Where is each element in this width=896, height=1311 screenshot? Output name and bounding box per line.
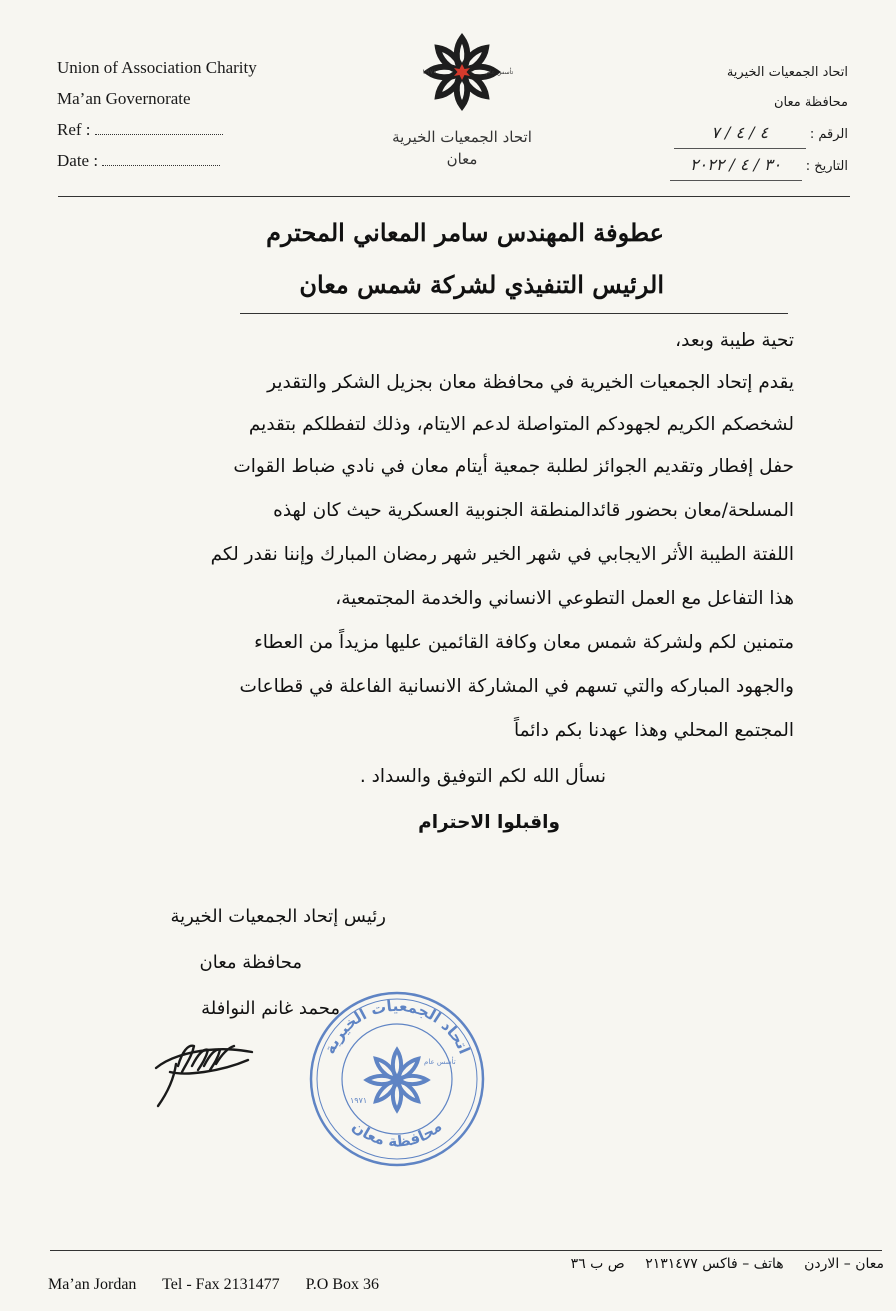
footer-english (48, 1276, 401, 1294)
ref-field (57, 114, 257, 145)
closing-phrase: واقبلوا الاحترام (418, 812, 560, 833)
stamp-ring-text: اتحاد الجمعيات الخيرية (320, 996, 474, 1057)
number-value: ٤ / ٤ / ٧ (674, 118, 806, 149)
body-line: متمنين لكم ولشركة شمس معان وكافة القائمين عليها مزيداً من العطاء (254, 632, 794, 653)
footer-divider (50, 1250, 882, 1251)
signatory-title: رئيس إتحاد الجمعيات الخيرية (170, 906, 386, 927)
body-line: هذا التفاعل مع العمل التطوعي الانساني والخدمة المجتمعية، (335, 588, 794, 609)
ref-dotted-line (95, 122, 223, 135)
logo-city: معان (446, 150, 478, 168)
number-label: الرقم : (809, 127, 848, 142)
stamp-year: ١٩٧١ (350, 1096, 368, 1105)
prayer-line: نسأل الله لكم التوفيق والسداد . (359, 766, 606, 787)
recipient-title: الرئيس التنفيذي لشركة شمس معان (299, 270, 664, 299)
footer-po-en: P.O Box 36 (305, 1276, 380, 1293)
footer-place-en: Ma’an Jordan (48, 1276, 137, 1293)
ref-label: Ref : (57, 120, 91, 139)
greeting: تحية طيبة وبعد، (675, 330, 794, 351)
date-field (57, 145, 257, 176)
logo-year: ١٩٧١ (422, 68, 438, 76)
governorate-en: Ma’an Governorate (57, 89, 191, 108)
org-name-en: Union of Association Charity (57, 58, 257, 77)
footer-place-ar: معان – الاردن (804, 1256, 884, 1272)
body-line: اللفتة الطيبة الأثر الايجابي في شهر الخير شهر رمضان المبارك وإننا نقدر لكم (210, 544, 794, 565)
date-label-ar: التاريخ : (805, 159, 848, 174)
header-divider (58, 196, 850, 197)
body-line: المسلحة/معان بحضور قائدالمنطقة الجنوبية العسكرية حيث كان لهذه (273, 500, 794, 521)
recipient-name: عطوفة المهندس سامر المعاني المحترم (266, 218, 664, 247)
body-line: لشخصكم الكريم لجهودكم المتواصلة لدعم الايتام، وذلك لتفطلكم بتقديم (248, 414, 794, 435)
body-line: حفل إفطار وتقديم الجوائز لطلبة جمعية أيتام معان في نادي ضباط القوات (233, 456, 794, 477)
footer-po-ar: ص ب ٣٦ (570, 1256, 625, 1272)
date-dotted-line (102, 153, 220, 166)
signatory-name: محمد غانم النوافلة (201, 998, 340, 1019)
english-letterhead (57, 52, 257, 176)
body-line: والجهود المباركه والتي تسهم في المشاركة الانسانية الفاعلة في قطاعات (239, 676, 794, 697)
governorate-ar: محافظة معان (773, 95, 848, 110)
official-stamp-icon (306, 988, 488, 1170)
arabic-letterhead (670, 58, 848, 182)
logo-org-name: اتحاد الجمعيات الخيرية (392, 128, 532, 146)
date-field-ar (670, 150, 848, 182)
footer-tel-en: Tel - Fax 2131477 (162, 1276, 280, 1293)
handwritten-signature-icon (148, 1022, 260, 1112)
recipient-underline (240, 313, 788, 314)
body-line: يقدم إتحاد الجمعيات الخيرية في محافظة معان بجزيل الشكر والتقدير (267, 372, 794, 393)
stamp-bottom-text: محافظة معان (348, 1117, 446, 1151)
body-line: المجتمع المحلي وهذا عهدنا بكم دائماً (513, 720, 794, 741)
logo-founded: تأسس عام (486, 69, 514, 76)
number-field (670, 118, 848, 150)
stamp-founded: تأسس عام (424, 1058, 456, 1066)
footer-tel-ar: هاتف – فاكس ٢١٣١٤٧٧ (645, 1256, 784, 1272)
footer-arabic (555, 1256, 884, 1272)
date-label-en: Date : (57, 151, 99, 170)
signatory-governorate: محافظة معان (199, 952, 302, 973)
org-name-ar: اتحاد الجمعيات الخيرية (726, 65, 848, 80)
logo-caption (382, 126, 542, 170)
date-value: ٣٠ / ٤ / ٢٠٢٢ (670, 150, 802, 181)
